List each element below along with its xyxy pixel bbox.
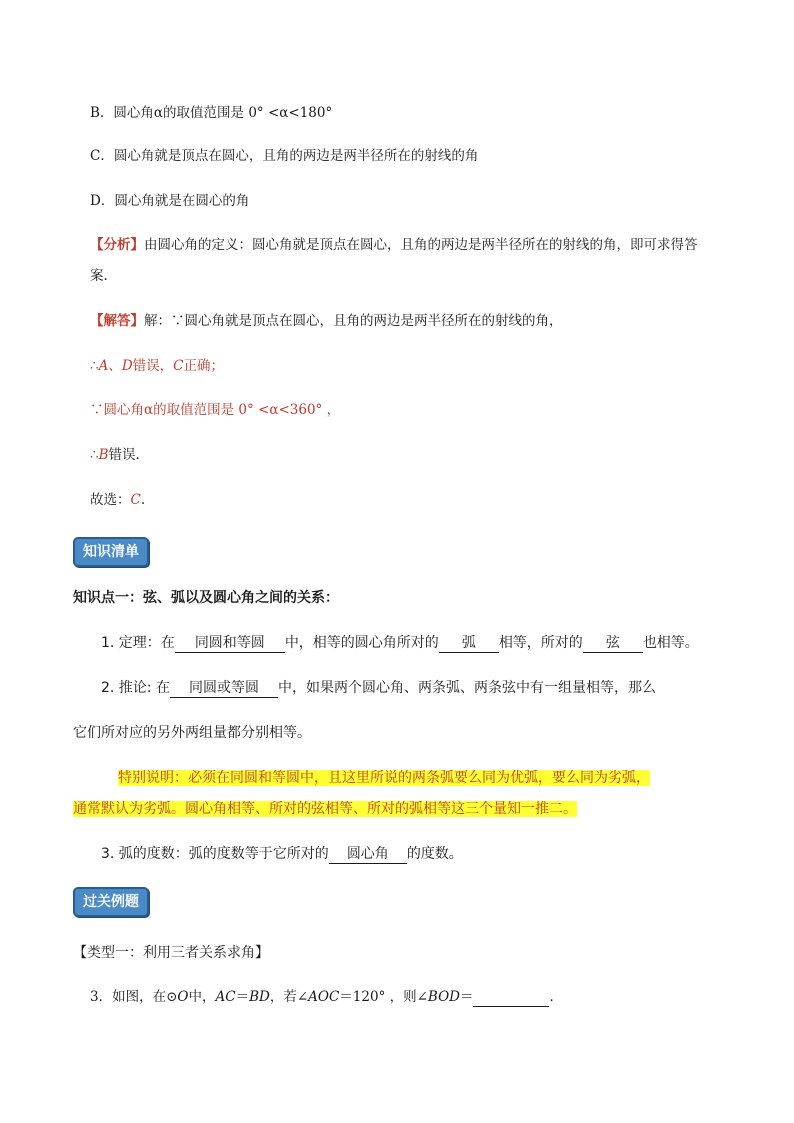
solution-line-3: ∵圆心角α的取值范围是 0° <α<360° ， — [90, 402, 341, 418]
therefore-symbol: ∴ — [90, 358, 99, 374]
separator: 、 — [108, 358, 122, 374]
theorem-end: 也相等。 — [642, 635, 699, 651]
q3-text-3: ＝120° ，则∠ — [339, 989, 428, 1005]
knowledge-point-heading: 知识点一：弦、弧以及圆心角之间的关系： — [73, 590, 339, 606]
solution-tag: 【解答】 — [90, 313, 144, 329]
blank-central-angle: 圆心角 — [329, 845, 407, 864]
corollary-line-1 — [101, 679, 656, 698]
answer-label: 故选： — [90, 492, 131, 508]
corollary-text: 中，如果两个圆心角、两条弧、两条弦中有一组量相等，那么 — [277, 680, 656, 696]
text-wrong-2: 错误. — [108, 447, 140, 463]
option-c: C．圆心角就是顶点在圆心，且角的两边是两半径所在的射线的角 — [90, 148, 479, 164]
question-3 — [90, 988, 563, 1007]
type-one-heading: 【类型一：利用三者关系求角】 — [73, 945, 269, 961]
solution-line-5 — [90, 491, 145, 509]
q3-equals-2: ＝ — [459, 989, 474, 1005]
answer-value: C — [130, 492, 141, 508]
corollary-line-2: 它们所对应的另外两组量都分别相等。 — [73, 725, 311, 741]
blank-arc: 弧 — [439, 634, 499, 653]
q3-prefix: 3．如图，在⊙ — [90, 989, 178, 1005]
analysis-tag: 【分析】 — [90, 237, 144, 253]
var-b: B — [98, 447, 109, 463]
var-a: A — [98, 358, 109, 374]
analysis-text-1: 由圆心角的定义：圆心角就是顶点在圆心，且角的两边是两半径所在的射线的角，即可求得答 — [144, 237, 698, 253]
note-text-1: 特别说明：必须在同圆和等圆中，且这里所说的两条弧要么同为优弧，要么同为劣弧， — [118, 770, 650, 786]
arc-degree-prefix: 3. 弧的度数：弧的度数等于它所对的 — [101, 846, 329, 862]
q3-var-o: O — [177, 989, 189, 1005]
q3-text-2: ，若∠ — [269, 989, 309, 1005]
q3-var-bod: BOD — [427, 989, 460, 1005]
solution-line-1 — [90, 312, 563, 330]
theorem-mid: 中，相等的圆心角所对的 — [284, 635, 439, 651]
note-line-2 — [73, 800, 577, 818]
text-correct: 正确； — [183, 358, 225, 374]
solution-line-4 — [90, 446, 140, 464]
q3-equals: ＝ — [235, 989, 250, 1005]
analysis-line-2: 案. — [90, 268, 108, 284]
blank-same-circle-2: 同圆或等圆 — [170, 679, 278, 698]
option-b: B．圆心角α的取值范围是 0° <α<180° — [90, 105, 333, 121]
analysis-line-1 — [90, 236, 698, 254]
examples-badge: 过关例题 — [73, 887, 149, 917]
note-line-1 — [118, 769, 650, 787]
arc-degree-line — [101, 845, 463, 864]
var-c: C — [173, 358, 184, 374]
option-d: D．圆心角就是在圆心的角 — [90, 193, 250, 209]
q3-var-aoc: AOC — [308, 989, 340, 1005]
corollary-prefix: 2. 推论: 在 — [101, 680, 170, 696]
q3-end: ． — [549, 989, 563, 1005]
answer-period: . — [140, 492, 146, 508]
blank-same-circle: 同圆和等圆 — [175, 634, 285, 653]
therefore-symbol-2: ∴ — [90, 447, 99, 463]
theorem-mid-2: 相等，所对的 — [498, 635, 583, 651]
theorem-prefix: 1. 定理：在 — [101, 635, 175, 651]
q3-text-1: 中， — [188, 989, 216, 1005]
solution-line-2 — [90, 357, 224, 375]
solution-text-1: 解：∵圆心角就是顶点在圆心，且角的两边是两半径所在的射线的角， — [144, 313, 563, 329]
arc-degree-end: 的度数。 — [406, 846, 463, 862]
theorem-line — [101, 634, 699, 653]
text-wrong: 错误， — [132, 358, 174, 374]
var-d: D — [121, 358, 133, 374]
q3-var-bd: BD — [249, 989, 270, 1005]
knowledge-list-badge: 知识清单 — [73, 537, 149, 567]
note-text-2: 通常默认为劣弧。圆心角相等、所对的弦相等、所对的弧相等这三个量知一推二。 — [73, 801, 577, 817]
blank-chord: 弦 — [583, 634, 643, 653]
q3-var-ac: AC — [215, 989, 236, 1005]
q3-answer-blank[interactable] — [473, 988, 549, 1007]
